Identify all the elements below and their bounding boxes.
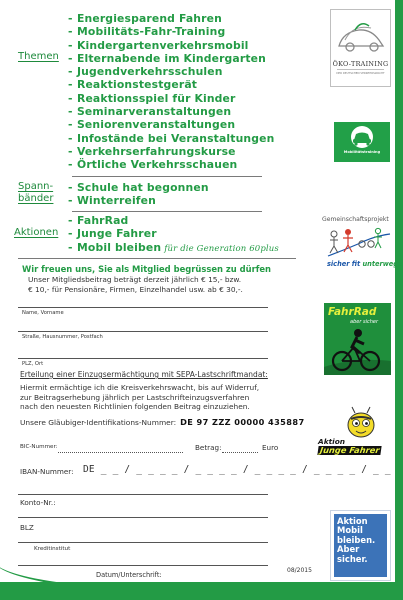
list-item-text: Seniorenveranstaltungen: [77, 118, 236, 132]
creditor-id-row: [20, 417, 305, 427]
city-field[interactable]: [18, 358, 268, 359]
list-item-text: Energiesparend Fahren: [77, 12, 222, 25]
cyclist-icon: [324, 327, 391, 375]
list-item: [68, 52, 274, 65]
list-dash: -: [68, 158, 73, 172]
konto-top-line: [18, 494, 268, 495]
list-item-text: Kindergartenverkehrsmobil: [77, 38, 249, 52]
welcome-text: Wir freuen uns, Sie als Mitglied begrüssen zu dürfen: [22, 264, 272, 274]
list-dash: -: [68, 131, 73, 145]
mobilitaetstraining-logo: [334, 122, 390, 162]
list-dash: -: [68, 78, 73, 92]
spannbaender-label-line2: bänder: [18, 193, 54, 204]
list-item: [68, 241, 279, 256]
aktion-junge-fahrer-logo: [318, 437, 381, 455]
list-item-text: FahrRad: [77, 214, 129, 227]
sepa-paragraph-line: Hiermit ermächtige ich die Kreisverkehrswacht, bis auf Widerruf,: [20, 383, 260, 392]
list-item-text: Reaktionstestgerät: [77, 78, 198, 92]
list-item-text: Schule hat begonnen: [77, 181, 209, 194]
datum-label: Datum/Unterschrift:: [96, 571, 162, 579]
list-item: [68, 65, 274, 78]
list-dash: -: [68, 38, 73, 52]
list-dash: -: [68, 181, 73, 194]
section-label-spannbaender: [18, 181, 53, 205]
aktion-mobil-bleiben-line: Aktion: [337, 516, 368, 526]
list-item: [68, 132, 274, 145]
ajf-line-1: Aktion: [318, 437, 346, 446]
aktion-mobil-bleiben-line: bleiben.: [337, 534, 376, 545]
section-label-aktionen: Aktionen: [14, 227, 59, 238]
iban-label: IBAN-Nummer:: [20, 467, 74, 476]
fee-line-2: € 10,- für Pensionäre, Firmen, Einzelhandel usw. ab € 30,-.: [28, 285, 243, 294]
sicher-fit-figures-icon: [324, 226, 394, 260]
euro-label: Euro: [262, 443, 279, 452]
sepa-paragraph: [20, 383, 259, 412]
separator-line: [72, 176, 262, 177]
spannbaender-label-line1: Spann-: [18, 181, 54, 192]
kreditinstitut-label: Kreditinstitut: [34, 546, 71, 552]
list-dash: -: [68, 144, 73, 158]
sepa-paragraph-line: nach den neuesten Richtlinien folgenden Beitrag einzuziehen.: [20, 402, 250, 412]
list-dash: -: [68, 105, 73, 119]
name-field-caption: Name, Vorname: [22, 310, 64, 316]
mobilitaetstraining-text: Mobilitätstraining: [343, 150, 381, 154]
list-item: [68, 227, 279, 240]
konto-label: Konto-Nr.:: [20, 498, 56, 507]
list-item-text: Jugendverkehrsschulen: [77, 65, 223, 79]
oeko-subtext: DER DEUTSCHEN VERKEHRSWACHT: [336, 71, 385, 75]
aktion-mobil-bleiben-line: Mobil: [337, 525, 363, 536]
list-item-text: Örtliche Verkehrsschauen: [77, 158, 238, 172]
list-item: [68, 214, 279, 227]
aktion-mobil-bleiben-logo: [330, 510, 391, 581]
list-dash: -: [68, 194, 73, 208]
green-frame-bottom: [0, 582, 403, 600]
fee-line-1: Unser Mitgliedsbeitrag beträgt derzeit jährlich € 15,- bzw.: [28, 275, 242, 284]
aktionen-list: [68, 214, 279, 256]
themen-list: [68, 12, 274, 172]
aktion-mobil-bleiben-text: [337, 517, 375, 564]
aktion-mobil-bleiben-line: sicher.: [337, 553, 368, 564]
list-item-text: Junge Fahrer: [77, 227, 157, 241]
separator-line: [18, 258, 296, 259]
iban-field[interactable]: DE _ _ / _ _ _ _ / _ _ _ _ / _ _ _ _ / _ _ _ _ / _ _: [83, 464, 391, 475]
unterwegs-text: unterwegs: [362, 260, 402, 268]
list-item-text: Mobil bleiben: [77, 240, 162, 254]
list-item: [68, 118, 274, 131]
list-item: [68, 145, 274, 158]
list-item: [68, 39, 274, 52]
separator-line: [72, 211, 262, 212]
oeko-training-text: ÖKO-TRAINING: [332, 60, 389, 68]
gemeinschaftsprojekt-label: Gemeinschaftsprojekt: [322, 216, 389, 223]
generation-note: für die Generation 60plus: [164, 243, 279, 254]
creditor-id-label: Unsere Gläubiger-Identifikations-Nummer:: [20, 418, 177, 427]
blz-label: BLZ: [20, 523, 34, 532]
list-dash: -: [68, 227, 73, 241]
street-field-caption: Straße, Hausnummer, Postfach: [22, 334, 103, 340]
list-item: [68, 78, 274, 91]
aktion-mobil-bleiben-line: Aber: [337, 544, 360, 555]
list-item: [68, 181, 209, 194]
sepa-title: Erteilung einer Einzugsermächtigung mit SEPA-Lastschriftmandat:: [20, 370, 268, 379]
creditor-id-value: DE 97 ZZZ 00000 435887: [180, 417, 305, 427]
blz-field[interactable]: [18, 542, 268, 543]
list-dash: -: [68, 240, 73, 254]
green-frame-right: [395, 0, 403, 600]
list-item: [68, 194, 209, 207]
city-field-caption: PLZ, Ort: [22, 361, 44, 367]
fahrrad-logo-subtitle: aber sicher: [350, 319, 379, 325]
list-item: [68, 158, 274, 171]
list-dash: -: [68, 12, 73, 25]
bic-field[interactable]: [58, 452, 183, 453]
bee-mascot-icon: [343, 405, 379, 439]
sicher-fit-logo-text: [327, 260, 402, 268]
list-item-text: Mobilitäts-Fahr-Training: [77, 25, 226, 39]
konto-field[interactable]: [18, 517, 268, 518]
fahrrad-logo: [324, 303, 391, 375]
street-field[interactable]: [18, 331, 268, 332]
car-front-icon: [334, 122, 390, 152]
car-icon: [331, 10, 390, 60]
bic-label: BIC-Nummer:: [20, 444, 58, 450]
kreditinstitut-field[interactable]: [18, 565, 268, 566]
list-item-text: Elternabende im Kindergarten: [77, 51, 266, 65]
name-field[interactable]: [18, 307, 268, 308]
oeko-training-logo: [330, 9, 391, 87]
oeko-divider: [337, 69, 384, 70]
spannbaender-list: [68, 181, 209, 208]
list-item-text: Reaktionsspiel für Kinder: [77, 91, 236, 105]
sepa-paragraph-line: zur Beitragserhebung jährlich per Lastschrifteinzugsverfahren: [20, 392, 250, 402]
list-item-text: Seminarveranstaltungen: [77, 105, 232, 119]
list-dash: -: [68, 91, 73, 105]
list-item: [68, 92, 274, 105]
list-dash: -: [68, 51, 73, 65]
list-item-text: Verkehrserfahrungskurse: [77, 144, 236, 158]
sicher-fit-text: sicher fit: [327, 260, 361, 268]
form-code: 08/2015: [287, 567, 312, 574]
betrag-field[interactable]: [222, 452, 258, 453]
ajf-line-2: Junge Fahrer: [319, 445, 381, 455]
section-label-themen: Themen: [18, 51, 59, 62]
list-item-text: Infostände bei Veranstaltungen: [77, 131, 275, 145]
list-dash: -: [68, 214, 73, 227]
betrag-label: Betrag:: [195, 443, 222, 452]
list-item: [68, 105, 274, 118]
list-item: [68, 25, 274, 38]
fahrrad-logo-title: FahrRad: [328, 306, 377, 318]
list-dash: -: [68, 118, 73, 132]
list-item: [68, 12, 274, 25]
list-dash: -: [68, 65, 73, 79]
list-item-text: Winterreifen: [77, 194, 156, 208]
list-dash: -: [68, 25, 73, 39]
